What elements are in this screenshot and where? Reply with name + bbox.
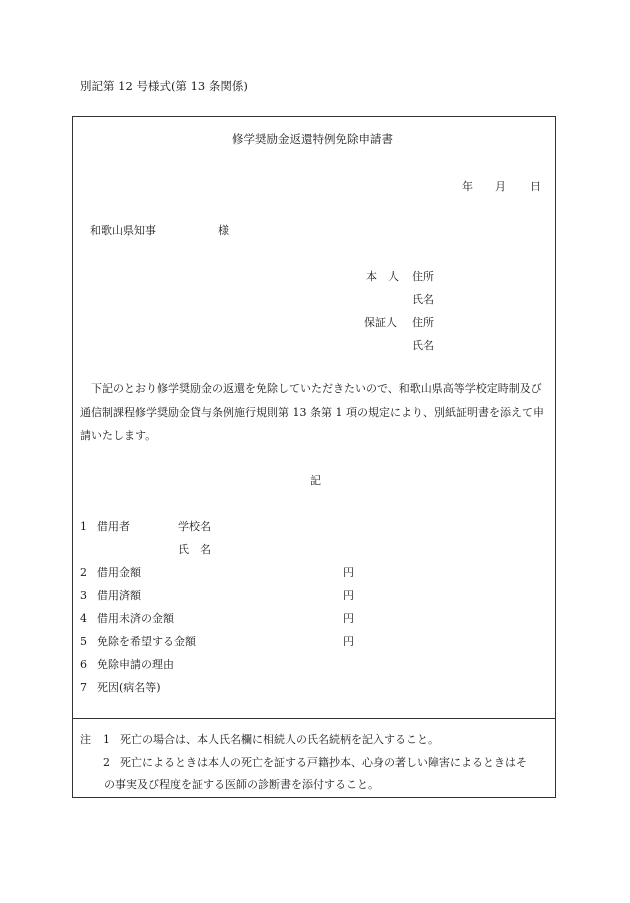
item-label: 死因(病名等) <box>97 681 161 694</box>
guarantor-role: 保証人 <box>364 316 397 329</box>
note-2-text-line2: の事実及び程度を証する医師の診断書を添付すること。 <box>104 778 379 791</box>
item-unit: 円 <box>343 612 354 625</box>
form-frame <box>72 116 556 798</box>
form-title: 修学奨励金返還特例免除申請書 <box>232 132 393 146</box>
form-label: 別記第 12 号様式(第 13 条関係) <box>80 79 248 93</box>
applicant-name-label: 氏名 <box>412 293 434 306</box>
item-label: 借用済額 <box>97 589 141 602</box>
item-number: 1 <box>80 520 87 533</box>
body-paragraph: 下記のとおり修学奨励金の返還を免除していただきたいので、和歌山県高等学校定時制及び通信制課程修学奨励金貸与条例施行規則第 13 条第 1 項の規定により、別紙証明書を添えて申請いたします。 <box>80 382 544 442</box>
ki-heading: 記 <box>310 474 321 487</box>
addressee-name: 和歌山県知事 <box>90 224 156 237</box>
date-year: 年 <box>462 180 473 193</box>
guarantor-address-label: 住所 <box>412 316 434 329</box>
addressee-honorific: 様 <box>218 224 229 237</box>
item-sublabel-school: 学校名 <box>178 520 211 533</box>
item-label: 免除を希望する金額 <box>97 635 196 648</box>
item-label: 借用金額 <box>97 566 141 579</box>
applicant-role: 本 人 <box>366 270 399 283</box>
item-sublabel-name: 氏 名 <box>178 543 211 556</box>
item-label: 借用者 <box>97 520 130 533</box>
item-number: 2 <box>80 566 87 579</box>
applicant-address-label: 住所 <box>412 270 434 283</box>
notes-prefix: 注 <box>80 733 91 746</box>
date-day: 日 <box>530 180 541 193</box>
item-unit: 円 <box>343 589 354 602</box>
item-label: 借用未済の金額 <box>97 612 174 625</box>
notes-divider <box>72 718 556 719</box>
guarantor-name-label: 氏名 <box>412 339 434 352</box>
item-number: 4 <box>80 612 87 625</box>
item-number: 5 <box>80 635 87 648</box>
note-2-text-line1: 死亡によるときは本人の死亡を証する戸籍抄本、心身の著しい障害によるときはそ <box>120 756 527 769</box>
note-1-text: 死亡の場合は、本人氏名欄に相続人の氏名続柄を記入すること。 <box>120 733 439 746</box>
item-number: 6 <box>80 658 87 671</box>
note-1-number: 1 <box>103 733 110 746</box>
note-2-number: 2 <box>103 756 110 769</box>
item-number: 7 <box>80 681 87 694</box>
item-number: 3 <box>80 589 87 602</box>
item-unit: 円 <box>343 566 354 579</box>
item-unit: 円 <box>343 635 354 648</box>
item-label: 免除申請の理由 <box>97 658 174 671</box>
date-month: 月 <box>495 180 506 193</box>
